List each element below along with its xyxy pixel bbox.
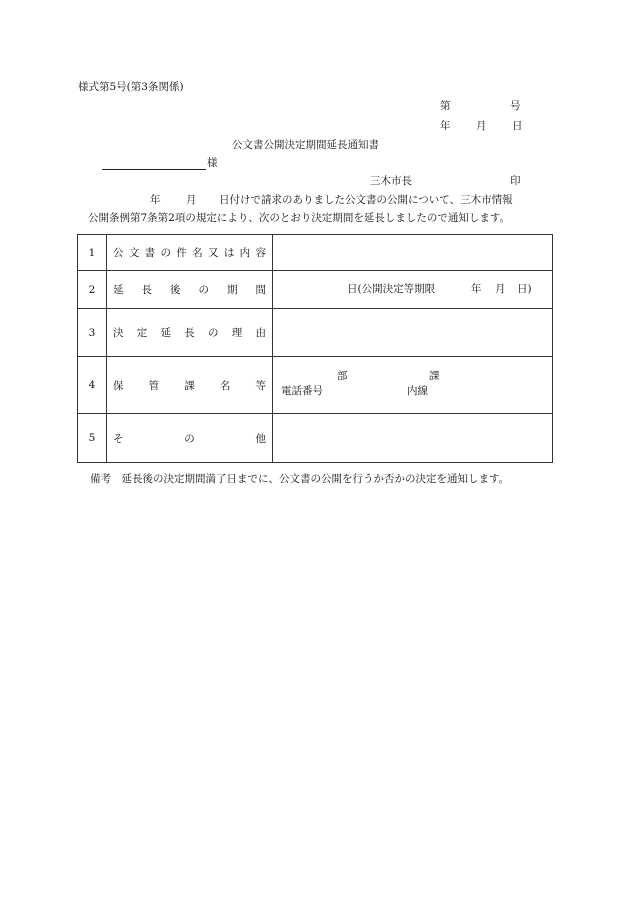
recipient-suffix: 様	[207, 157, 218, 169]
row-label-text: 公文書の件名又は内容	[113, 247, 266, 259]
row-label-text: 決定延長の理由	[113, 327, 266, 339]
row-label-text: 保管課名等	[113, 379, 266, 392]
doc-number-suffix: 号	[510, 100, 521, 112]
period-month: 月	[495, 283, 506, 295]
row-number: 2	[78, 271, 107, 309]
doc-number-prefix: 第	[440, 100, 451, 112]
period-day: 日(公開決定等期限	[347, 283, 436, 295]
date-month: 月	[476, 120, 487, 132]
row-label	[107, 271, 273, 309]
department-label: 部	[337, 370, 348, 382]
row-label	[107, 309, 273, 357]
body-month: 月	[186, 194, 197, 206]
row-number: 5	[78, 414, 107, 463]
row-label	[107, 235, 273, 271]
row-number: 4	[78, 357, 107, 414]
period-day-close: 日)	[517, 283, 532, 295]
row-label-text: その他	[113, 432, 266, 445]
recipient-name-line	[102, 169, 206, 170]
table-row	[78, 309, 553, 357]
body-year: 年	[150, 194, 161, 206]
body-line1: 日付けで請求のありました公文書の公開について、三木市情報	[219, 194, 513, 206]
date-day: 日	[512, 120, 523, 132]
date-year: 年	[440, 120, 451, 132]
extension-label: 内線	[407, 385, 428, 397]
seal-mark: 印	[510, 175, 521, 187]
row-value	[273, 414, 553, 463]
form-number: 様式第5号(第3条関係)	[78, 81, 184, 93]
table-row	[78, 357, 553, 414]
remarks-note: 備考 延長後の決定期間満了日までに、公文書の公開を行うか否かの決定を通知します。	[90, 473, 510, 485]
period-year: 年	[471, 283, 482, 295]
row-value	[273, 235, 553, 271]
table-row	[78, 235, 553, 271]
row-value	[273, 271, 553, 309]
table-row	[78, 414, 553, 463]
details-table	[77, 234, 553, 463]
row-value	[273, 309, 553, 357]
row-label	[107, 414, 273, 463]
row-number: 3	[78, 309, 107, 357]
row-number: 1	[78, 235, 107, 271]
phone-label: 電話番号	[281, 385, 323, 397]
section-label: 課	[429, 370, 440, 382]
document-title: 公文書公開決定期間延長通知書	[232, 139, 379, 151]
row-value	[273, 357, 553, 414]
sender-name: 三木市長	[370, 175, 412, 187]
body-line2: 公開条例第7条第2項の規定により、次のとおり決定期間を延長しましたので通知します。	[88, 212, 511, 224]
table-row	[78, 271, 553, 309]
row-label-text: 延長後の期間	[113, 284, 266, 296]
row-label	[107, 357, 273, 414]
